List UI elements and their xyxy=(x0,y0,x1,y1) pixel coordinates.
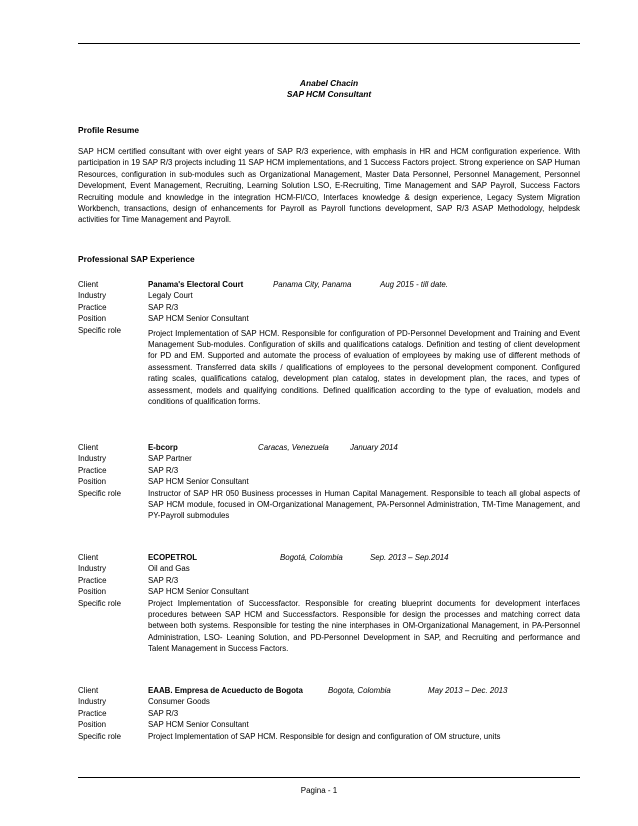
client-label: Client xyxy=(78,280,99,289)
company-name: Panama's Electoral Court xyxy=(148,280,244,289)
role-description: Project Implementation of Successfactor. Responsible for creating blueprint documents for development interfaces procedures between SAP HCM and Successfactors. Responsible for design the processes and matching correct data between both systems. Responsible for testing the nine interphases in OM-Organizational Management, in PA-Personnel Administration, LSO- Leaning Solution, and PD-Personnel Development in SAP, and Recruiting and performance and Talent Management in Success Factors. xyxy=(148,598,580,654)
job-entry xyxy=(78,685,580,742)
role-description: Project Implementation of SAP HCM. Responsible for design and configuration of OM structure, units xyxy=(148,731,501,741)
person-name: Anabel Chacin xyxy=(299,78,359,88)
role-label: Specific role xyxy=(78,731,121,741)
client-label: Client xyxy=(78,686,99,695)
position-label: Position xyxy=(78,720,107,730)
job-date: Aug 2015 - till date. xyxy=(380,280,448,289)
person-title: SAP HCM Consultant xyxy=(286,89,372,99)
industry-label: Industry xyxy=(78,291,107,301)
job-entry xyxy=(78,552,580,655)
role-description: Instructor of SAP HR 050 Business processes in Human Capital Management. Responsible to teach all global aspects of SAP HCM module, focused in OM-Organizational Management, PA-Personnel Administration, TM-Time Management, and PY-Payroll submodules xyxy=(148,488,580,521)
company-location: Bogota, Colombia xyxy=(328,686,391,695)
role-label: Specific role xyxy=(78,488,121,498)
practice-value: SAP R/3 xyxy=(148,302,179,312)
role-label: Specific role xyxy=(78,598,121,608)
practice-label: Practice xyxy=(78,575,107,585)
position-label: Position xyxy=(78,587,107,597)
position-value: SAP HCM Senior Consultant xyxy=(148,314,249,324)
industry-label: Industry xyxy=(78,697,107,707)
page-number: Pagina - 1 xyxy=(300,786,338,795)
practice-label: Practice xyxy=(78,708,107,718)
industry-label: Industry xyxy=(78,454,107,464)
industry-label: Industry xyxy=(78,564,107,574)
company-name: EAAB. Empresa de Acueducto de Bogota xyxy=(148,686,303,695)
profile-text: SAP HCM certified consultant with over eight years of SAP R/3 experience, with emphasis in HR and HCM configuration experience. With participation in 19 SAP R/3 projects including 11 SAP HCM implementations, and 1 Success Factors project. Strong experience on SAP Human Resources, configuration in sub-modules such as Organizational Management, Master Data Personnel, Personnel Management, Personnel Development, Event Management, Recruiting, Learning Solution LSO, E-Recruiting, Time Management and SAP Payroll, Success Factors Recruiting module and knowledge in the integration HCM-FI/CO, Interfaces knowledge & design experience, Legacy System Migration Workbench, transactions, design of enhancements for Payroll as Payroll functions development, SAP R/3 ASAP Methodology, helpdesk activities for Time Management and Payroll. xyxy=(78,147,580,225)
top-rule xyxy=(78,43,580,44)
company-location: Bogotá, Colombia xyxy=(280,553,343,562)
industry-value: SAP Partner xyxy=(148,454,192,464)
client-label: Client xyxy=(78,443,99,452)
practice-value: SAP R/3 xyxy=(148,465,179,475)
header-block xyxy=(78,78,580,100)
job-date: Sep. 2013 – Sep.2014 xyxy=(370,553,449,562)
company-name: E-bcorp xyxy=(148,443,178,452)
position-value: SAP HCM Senior Consultant xyxy=(148,587,249,597)
practice-value: SAP R/3 xyxy=(148,708,179,718)
profile-heading: Profile Resume xyxy=(78,125,139,135)
bottom-rule xyxy=(78,777,580,778)
position-label: Position xyxy=(78,477,107,487)
job-date: May 2013 – Dec. 2013 xyxy=(428,686,508,695)
client-label: Client xyxy=(78,553,99,562)
industry-value: Consumer Goods xyxy=(148,697,210,707)
practice-label: Practice xyxy=(78,465,107,475)
job-date: January 2014 xyxy=(350,443,398,452)
company-name: ECOPETROL xyxy=(148,553,198,562)
industry-value: Legaly Court xyxy=(148,291,193,301)
position-value: SAP HCM Senior Consultant xyxy=(148,477,249,487)
job-entry xyxy=(78,279,580,407)
job-entry xyxy=(78,442,580,522)
position-label: Position xyxy=(78,314,107,324)
company-location: Caracas, Venezuela xyxy=(258,443,329,452)
company-location: Panama City, Panama xyxy=(273,280,352,289)
practice-label: Practice xyxy=(78,302,107,312)
role-description: Project Implementation of SAP HCM. Responsible for configuration of PD-Personnel Development and Training and Event Management Sub-modules. Configuration of skills and qualifications catalogs. Definition and testing of client development for PD and EM. Supported and automate the process of evaluation of employees by making use of different methods of assessment. Transferred data skills / qualifications of employees to the personal development component. Configured rating scales, qualifications catalog, development plan catalog, states in development plan, the races, and types of assessment, models and qualifying conditions. Defined qualification according to the type of evaluation, models and conditions of qualification forms. xyxy=(148,328,580,407)
industry-value: Oil and Gas xyxy=(148,564,190,574)
practice-value: SAP R/3 xyxy=(148,575,179,585)
experience-heading: Professional SAP Experience xyxy=(78,254,195,264)
position-value: SAP HCM Senior Consultant xyxy=(148,720,249,730)
role-label: Specific role xyxy=(78,325,121,335)
